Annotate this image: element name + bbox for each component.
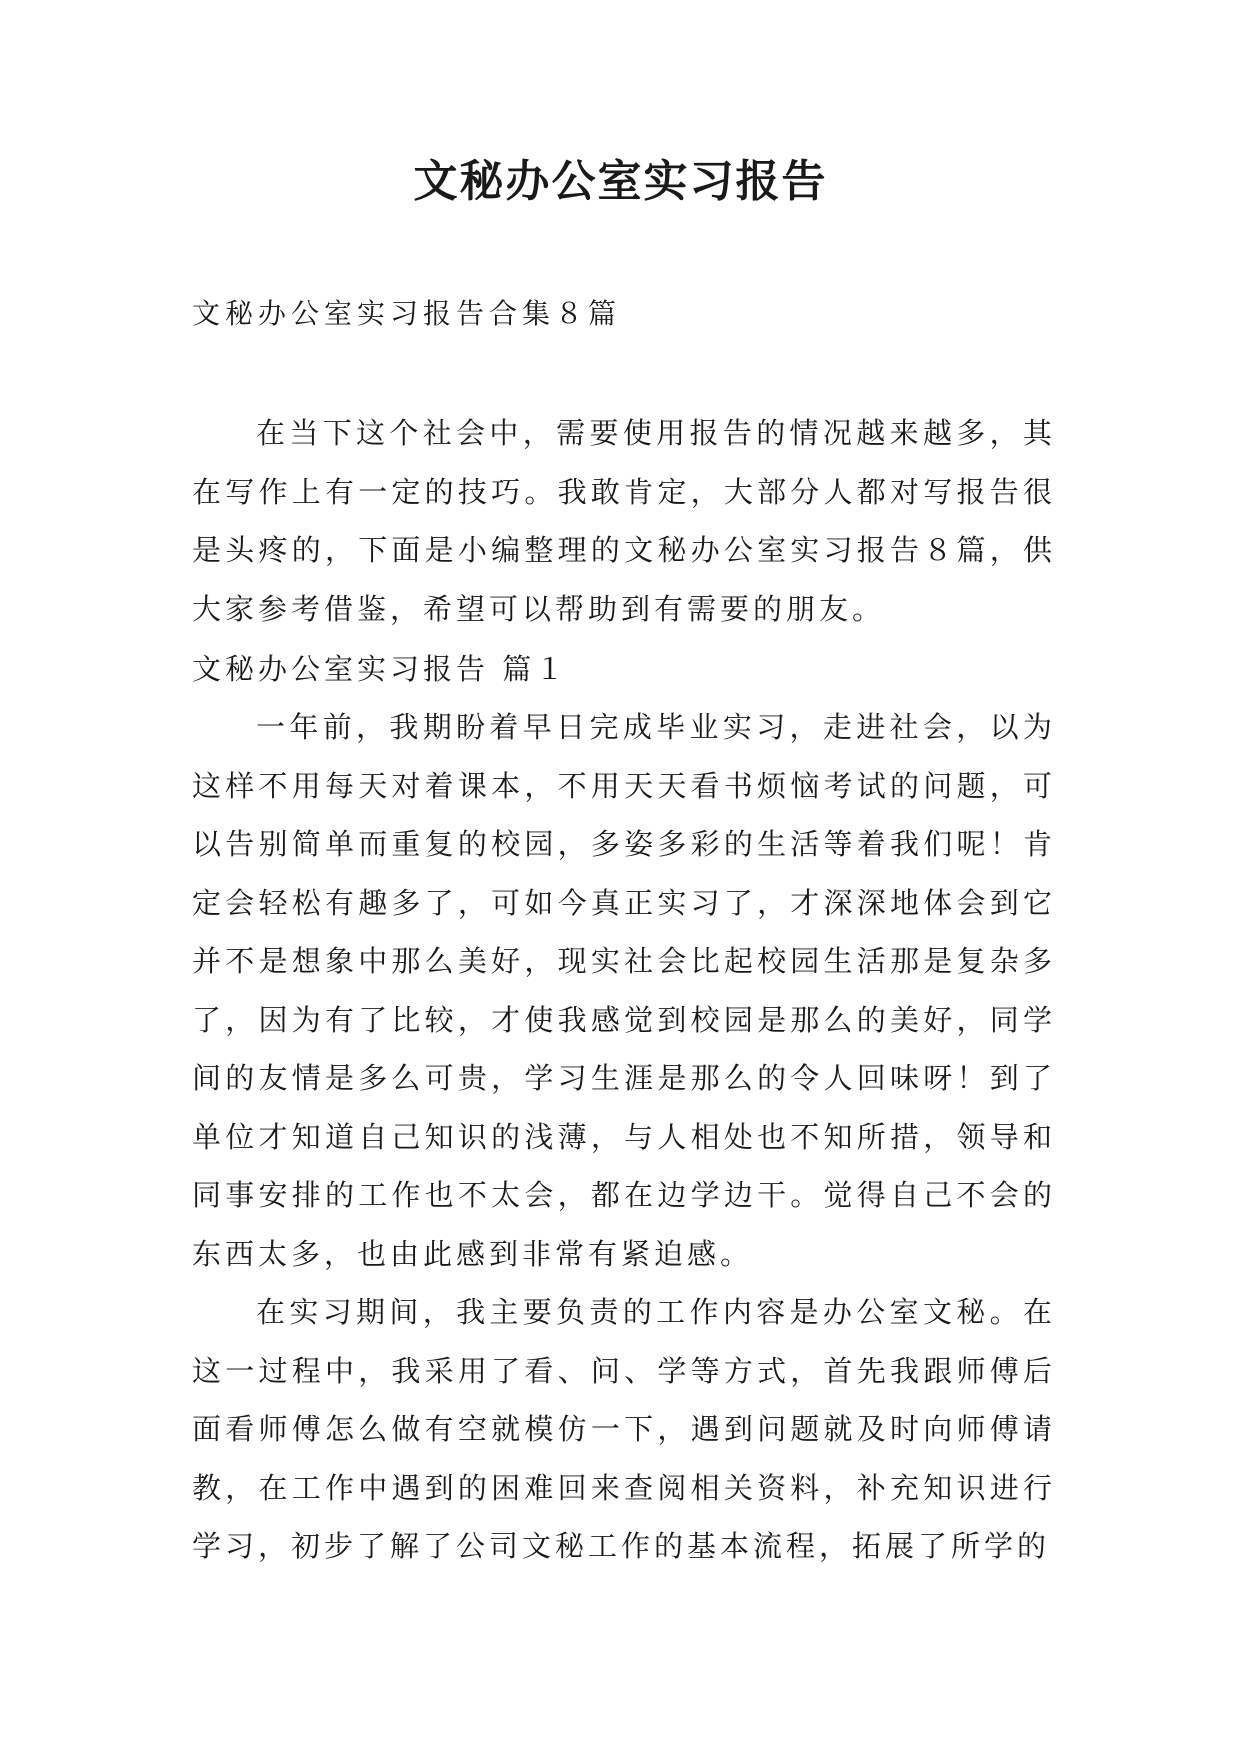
body-paragraph: 在实习期间，我主要负责的工作内容是办公室文秘。在这一过程中，我采用了看、问、学等方式，首先我跟师傅后面看师傅怎么做有空就模仿一下，遇到问题就及时向师傅请教，在工作中遇到的困难回来查阅相关资料，补充知识进行学习，初步了解了公司文秘工作的基本流程，拓展了所学的 [192,1295,1056,1563]
body-paragraph: 一年前，我期盼着早日完成毕业实习，走进社会，以为这样不用每天对着课本，不用天天看书烦恼考试的问题，可以告别简单而重复的校园，多姿多彩的生活等着我们呢！肯定会轻松有趣多了，可如今真正实习了，才深深地体会到它并不是想象中那么美好，现实社会比起校园生活那是复杂多了，因为有了比较，才使我感觉到校园是那么的美好，同学间的友情是多么可贵，学习生涯是那么的令人回味呀！到了单位才知道自己知识的浅薄，与人相处也不知所措，领导和同事安排的工作也不太会，都在边学边干。觉得自己不会的东西太多，也由此感到非常有紧迫感。 [192,710,1056,1271]
document-subtitle: 文秘办公室实习报告合集８篇 [192,297,622,330]
document-title: 文秘办公室实习报告 [413,156,828,207]
intro-paragraph: 在当下这个社会中，需要使用报告的情况越来越多，其在写作上有一定的技巧。我敢肯定，大部分人都对写报告很是头疼的，下面是小编整理的文秘办公室实习报告８篇，供大家参考借鉴，希望可以帮助到有需要的朋友。 [192,416,1056,626]
section-heading: 文秘办公室实习报告 篇１ [192,652,569,686]
